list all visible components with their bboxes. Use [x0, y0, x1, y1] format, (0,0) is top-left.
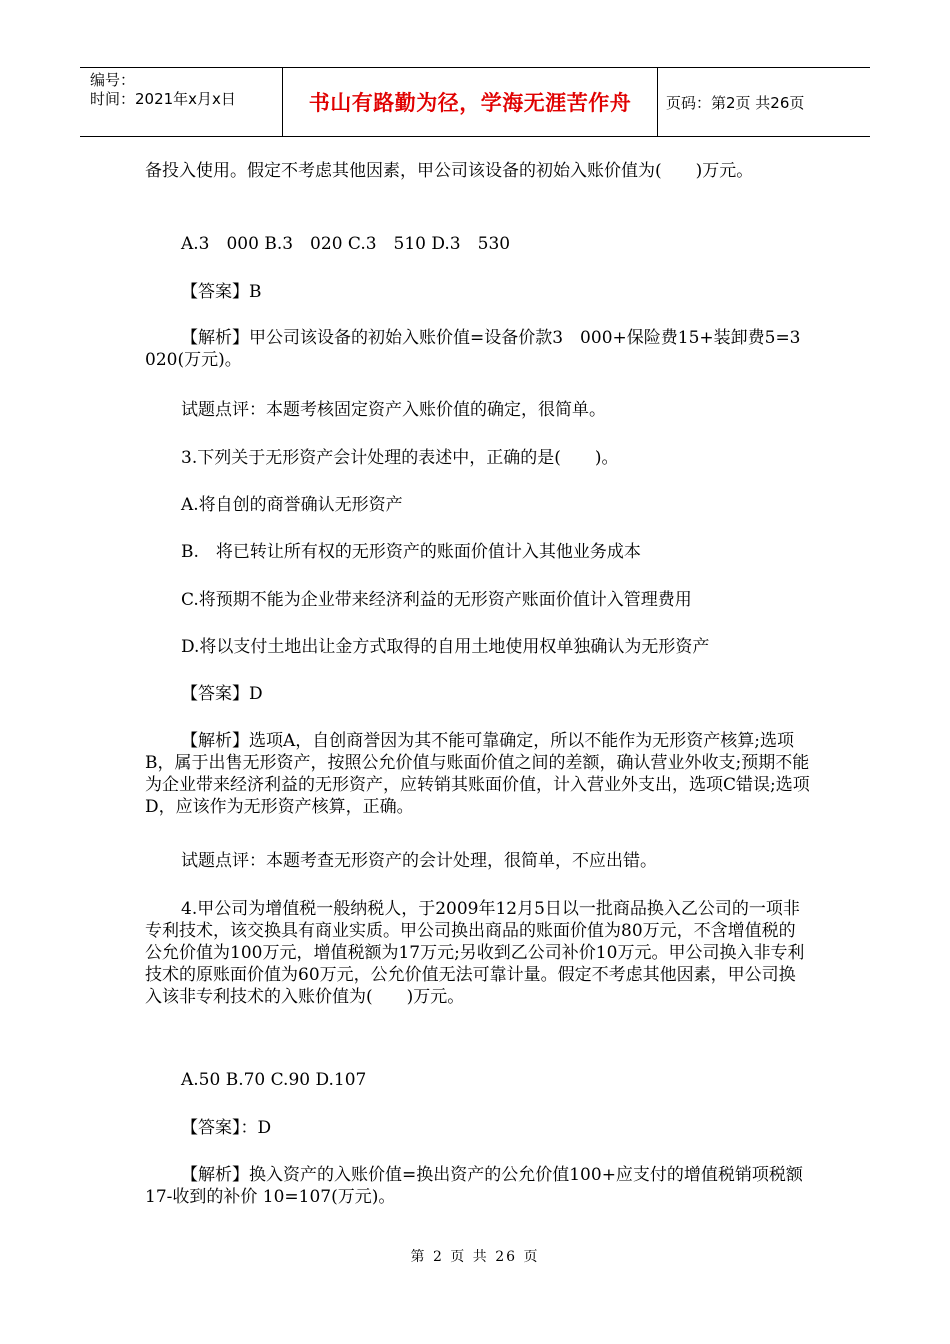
header-page-info: 页码：第2页 共26页 — [666, 93, 805, 112]
paragraph-q3-option-d: D.将以支付土地出让金方式取得的自用土地使用权单独确认为无形资产 — [181, 637, 710, 657]
page-footer: 第 2 页 共 26 页 — [410, 1249, 540, 1265]
paragraph-question-2-tail: 备投入使用。假定不考虑其他因素，甲公司该设备的初始入账价值为( )万元。 — [145, 161, 754, 181]
paragraph-question-3: 3.下列关于无形资产会计处理的表述中，正确的是( )。 — [181, 448, 619, 468]
paragraph-q3-option-c: C.将预期不能为企业带来经济利益的无形资产账面价值计入管理费用 — [181, 590, 692, 610]
document-number-label: 编号： — [90, 71, 136, 89]
paragraph-q2-analysis: 【解析】甲公司该设备的初始入账价值=设备价款3 000+保险费15+装卸费5=3 020(万元)。 — [145, 328, 818, 370]
paragraph-q4-options: A.50 B.70 C.90 D.107 — [181, 1070, 367, 1090]
paragraph-q3-analysis: 【解析】选项A，自创商誉因为其不能可靠确定，所以不能作为无形资产核算;选项B，属于出售无形资产，按照公允价值与账面价值之间的差额，确认营业外收支;预期不能为企业带来经济利益的无形资产，应转销其账面价值，计入营业外支出，选项C错误;选项D，应该作为无形资产核算，正确。 — [145, 731, 810, 817]
document-date: 时间：2021年x月x日 — [90, 90, 236, 108]
paragraph-q3-option-a: A.将自创的商誉确认无形资产 — [181, 495, 403, 515]
paragraph-q2-answer: 【答案】B — [181, 282, 262, 302]
paragraph-q4-analysis: 【解析】换入资产的入账价值=换出资产的公允价值100+应支付的增值税销项税额17-收到的补价 10=107(万元)。 — [145, 1165, 803, 1207]
header-motto: 书山有路勤为径，学海无涯苦作舟 — [283, 68, 658, 136]
paragraph-q2-options: A.3 000 B.3 020 C.3 510 D.3 530 — [181, 234, 511, 254]
paragraph-q3-option-b: B. 将已转让所有权的无形资产的账面价值计入其他业务成本 — [181, 542, 641, 562]
paragraph-q4-answer: 【答案】：D — [181, 1118, 272, 1138]
paragraph-question-4: 4.甲公司为增值税一般纳税人，于2009年12月5日以一批商品换入乙公司的一项非专利技术，该交换具有商业实质。甲公司换出商品的账面价值为80万元，不含增值税的公允价值为100万元，增值税额为17万元;另收到乙公司补价10万元。甲公司换入非专利技术的原账面价值为60万元，公允价值无法可靠计量。假定不考虑其他因素，甲公司换入该非专利技术的入账价值为( )万元。 — [145, 899, 805, 1007]
page-header — [80, 67, 870, 137]
paragraph-q2-comment: 试题点评：本题考核固定资产入账价值的确定，很简单。 — [181, 400, 606, 420]
header-meta — [80, 68, 283, 136]
paragraph-q3-answer: 【答案】D — [181, 684, 263, 704]
paragraph-q3-comment: 试题点评：本题考查无形资产的会计处理，很简单，不应出错。 — [181, 851, 657, 871]
